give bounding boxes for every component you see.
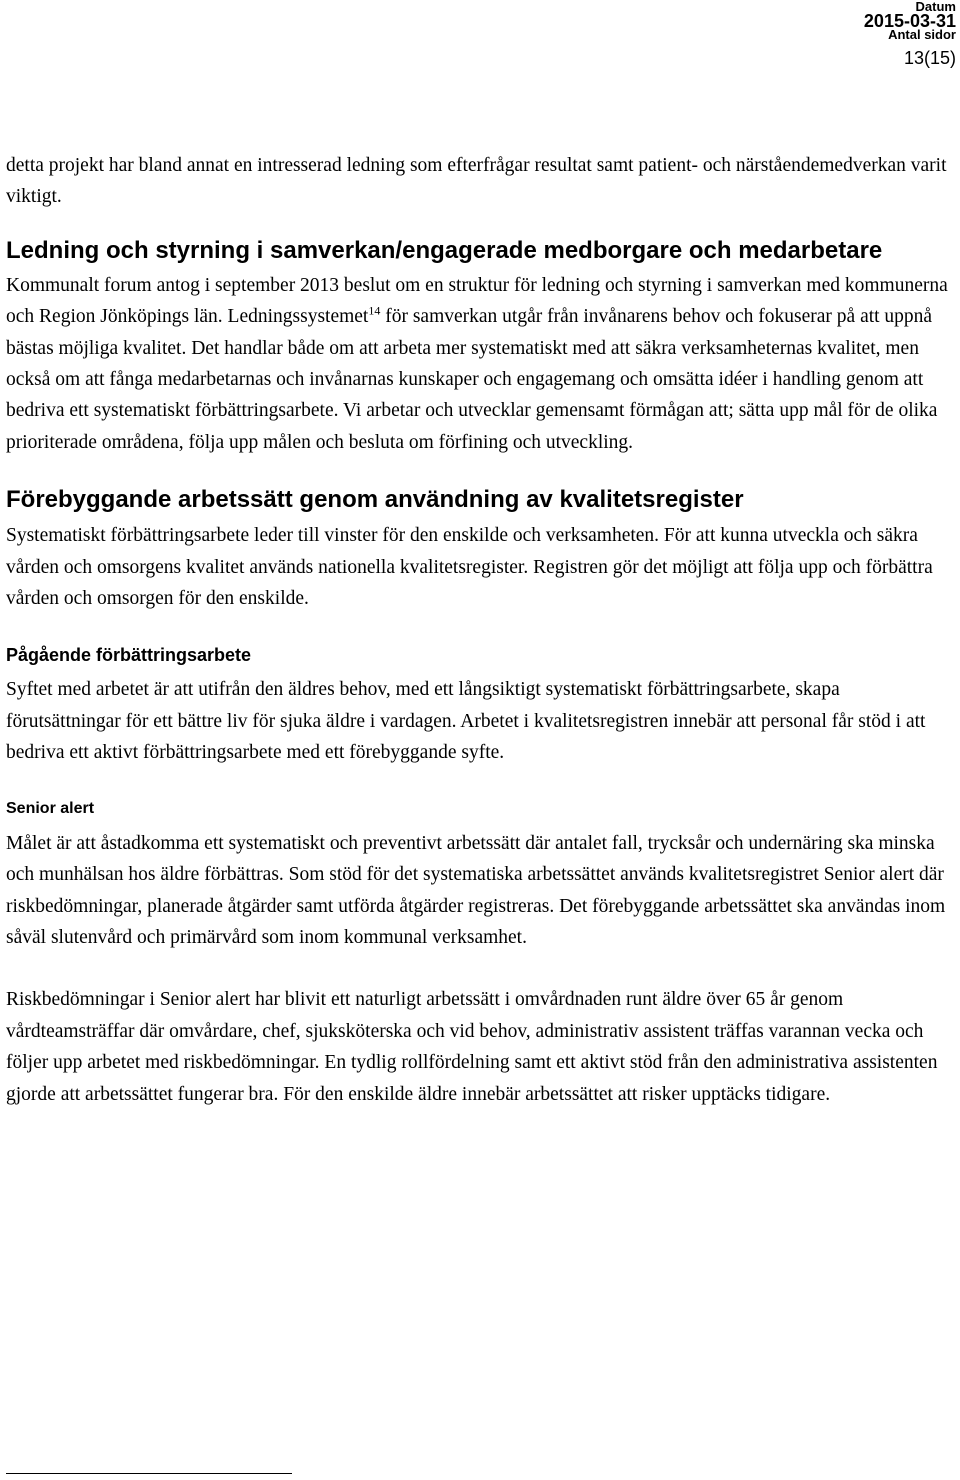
footnote-divider xyxy=(6,1473,292,1474)
ledning-text-part1: Kommunalt forum antog i september 2013 beslut om en struktur för ledning och styrning i samverkan med kommunerna och Region Jönköpings län. Ledningssystemet xyxy=(6,274,948,328)
section-heading-forebyggande: Förebyggande arbetssätt genom användning av kvalitetsregister xyxy=(6,486,744,514)
page-header xyxy=(864,0,956,68)
document-body xyxy=(6,150,956,1110)
footnote-reference[interactable]: 14 xyxy=(368,303,381,318)
pages-label: Antal sidor xyxy=(888,27,956,42)
senior-alert-paragraph-1: Målet är att åstadkomma ett systematiskt och preventivt arbetssätt där antalet fall, trycksår och undernäring ska minska och munhälsan hos äldre förbättras. Som stöd för det systematiska arbetssättet används kvalitetsregistret Senior alert där riskbedömningar, planerade åtgärder samt utförda åtgärder registreras. Det förebyggande arbetssättet ska användas inom såväl slutenvård och primärvård som inom kommunal verksamhet. xyxy=(6,832,946,948)
section-heading-pagaende: Pågående förbättringsarbete xyxy=(6,645,252,666)
ledning-text-part2: för samverkan utgår från invånarens behov och fokuserar på att uppnå bästas möjliga kvalitet. Det handlar både om att arbeta mer systematiskt med att säkra verksamheternas kvalitet, men också om att fånga medarbetarnas och invånarnas kunskaper och engagemang och omsätta idéer i handling genom att bedriva ett systematiskt förbättringsarbete. Vi arbetar och utvecklar gemensamt förmågan att; sätta upp mål för de olika prioriterade områdena, följa upp målen och besluta om förfining och utveckling. xyxy=(6,306,938,453)
section-heading-ledning: Ledning och styrning i samverkan/engagerade medborgare och medarbetare xyxy=(6,236,883,264)
date-value: 2015-03-31 xyxy=(863,11,956,31)
section-heading-senior-alert: Senior alert xyxy=(6,799,95,817)
section-paragraph-ledning xyxy=(6,270,956,458)
intro-paragraph: detta projekt har bland annat en intresserad ledning som efterfrågar resultat samt patient- och närståendemedverkan varit viktigt. xyxy=(6,155,947,208)
section-paragraph-forebyggande: Systematiskt förbättringsarbete leder till vinster för den enskilde och verksamheten. För att kunna utveckla och säkra vården och omsorgens kvalitet används nationella kvalitetsregister. Registren gör det möjligt att följa upp och förbättra vården och omsorgen för den enskilde. xyxy=(6,525,933,610)
section-paragraph-pagaende: Syftet med arbetet är att utifrån den äldres behov, med ett långsiktigt systematiskt förbättringsarbete, skapa förutsättningar för ett bättre liv för sjuka äldre i vardagen. Arbetet i kvalitetsregistren innebär att personal får stöd i att bedriva ett aktivt förbättringsarbete med ett förebyggande syfte. xyxy=(6,679,926,764)
pages-value: 13(15) xyxy=(903,48,956,68)
senior-alert-paragraph-2: Riskbedömningar i Senior alert har blivit ett naturligt arbetssätt i omvårdnaden runt äldre över 65 år genom vårdteamsträffar där omvårdare, chef, sjuksköterska och vid behov, administrativ assistent träffas varannan vecka och följer upp arbetet med riskbedömningar. En tydlig rollfördelning samt ett aktivt stöd från den administrativa assistenten gjorde att arbetssättet fungerar bra. För den enskilde äldre innebär arbetssättet att risker upptäcks tidigare. xyxy=(6,989,938,1105)
date-label: Datum xyxy=(915,0,956,14)
